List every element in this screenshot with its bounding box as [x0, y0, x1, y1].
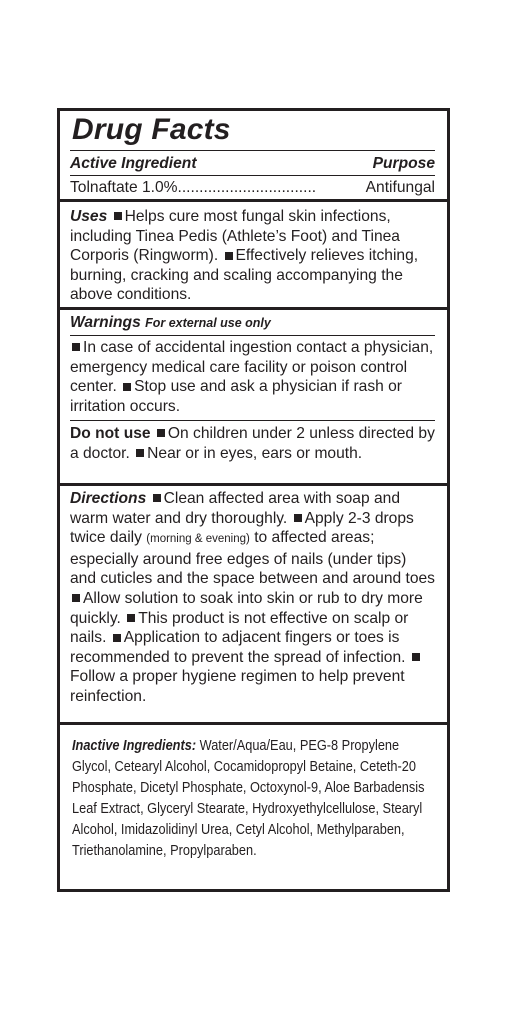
- uses-item: Helps cure most fungal skin infections, including Tinea Pedis (Athlete’s Foot) and Tinea Corporis (Ringworm).: [70, 208, 400, 265]
- directions-heading: Directions: [70, 490, 147, 507]
- bullet-icon: [412, 653, 420, 661]
- directions-item: Application to adjacent fingers or toes is recommended to prevent the spread of infection.: [70, 629, 406, 666]
- bullet-icon: [153, 494, 161, 502]
- uses-divider: [60, 199, 447, 202]
- bullet-icon: [157, 429, 165, 437]
- directions-item: Follow a proper hygiene regimen to help prevent reinfection.: [70, 668, 405, 705]
- bullet-icon: [72, 594, 80, 602]
- do-not-use-rule: [70, 420, 435, 421]
- drug-facts-title: Drug Facts: [72, 113, 231, 146]
- bullet-icon: [127, 614, 135, 622]
- warnings-heading: Warnings: [70, 314, 141, 331]
- active-rule: [70, 175, 435, 176]
- directions-item: Clean affected area with soap and warm water and dry thoroughly.: [70, 490, 400, 527]
- warnings-header: [70, 313, 435, 334]
- do-not-use-section: [70, 424, 435, 463]
- bullet-icon: [72, 343, 80, 351]
- active-ingredient-section: [70, 154, 435, 174]
- directions-section: [70, 489, 435, 707]
- inactive-divider: [60, 722, 447, 725]
- bullet-icon: [294, 514, 302, 522]
- warnings-subheading: For external use only: [145, 316, 271, 330]
- uses-section: [70, 207, 435, 305]
- uses-heading: Uses: [70, 208, 108, 225]
- warnings-body: [70, 338, 435, 416]
- do-not-use-item: On children under 2 unless directed by a doctor.: [70, 425, 435, 462]
- drug-facts-panel: [57, 108, 450, 892]
- warnings-rule: [70, 335, 435, 336]
- uses-item: Effectively relieves itching, burning, cracking and scaling accompanying the above conditions.: [70, 247, 419, 304]
- bullet-icon: [225, 252, 233, 260]
- directions-small-note: (morning & evening): [146, 533, 250, 546]
- directions-divider: [60, 483, 447, 486]
- bullet-icon: [136, 449, 144, 457]
- purpose-heading: Purpose: [372, 155, 435, 172]
- warnings-item: Stop use and ask a physician if rash or irritation occurs.: [70, 378, 402, 415]
- active-header-row: [70, 154, 435, 174]
- inactive-heading: Inactive Ingredients:: [72, 737, 197, 754]
- title-rule: [70, 150, 435, 151]
- inactive-ingredients-section: [72, 735, 433, 861]
- warnings-divider: [60, 307, 447, 310]
- inactive-text: Water/Aqua/Eau, PEG-8 Propylene Glycol, Cetearyl Alcohol, Cocamidopropyl Betaine, Ceteth-20 Phosphate, Dicetyl Phosphate, Octoxynol-9, Aloe Barbadensis Leaf Extract, Glyceryl Stearate, Hydroxyethylcellulose, Stearyl Alcohol, Imidazolidinyl Urea, Cetyl Alcohol, Methylparaben, Triethanolamine, Propylparaben.: [72, 737, 425, 859]
- active-ingredient-row: [70, 178, 435, 198]
- bullet-icon: [123, 383, 131, 391]
- active-ingredient-heading: Active Ingredient: [70, 155, 197, 172]
- directions-item: This product is not effective on scalp or nails.: [70, 609, 409, 647]
- do-not-use-heading: Do not use: [70, 425, 151, 442]
- bullet-icon: [114, 212, 122, 220]
- do-not-use-item: Near or in eyes, ears or mouth.: [147, 444, 363, 462]
- directions-item: Allow solution to soak into skin or rub to dry more quickly.: [70, 589, 423, 627]
- active-ingredient-text: Tolnaftate 1.0%................................: [70, 179, 317, 196]
- directions-item: Apply 2-3 drops twice daily: [70, 509, 414, 547]
- bullet-icon: [113, 634, 121, 642]
- directions-item: to affected areas; especially around free edges of nails (under tips) and cuticles and the space between and around toes: [70, 529, 435, 588]
- warnings-item: In case of accidental ingestion contact a physician, emergency medical care facility or poison control center.: [70, 339, 434, 396]
- purpose-text: Antifungal: [365, 179, 435, 196]
